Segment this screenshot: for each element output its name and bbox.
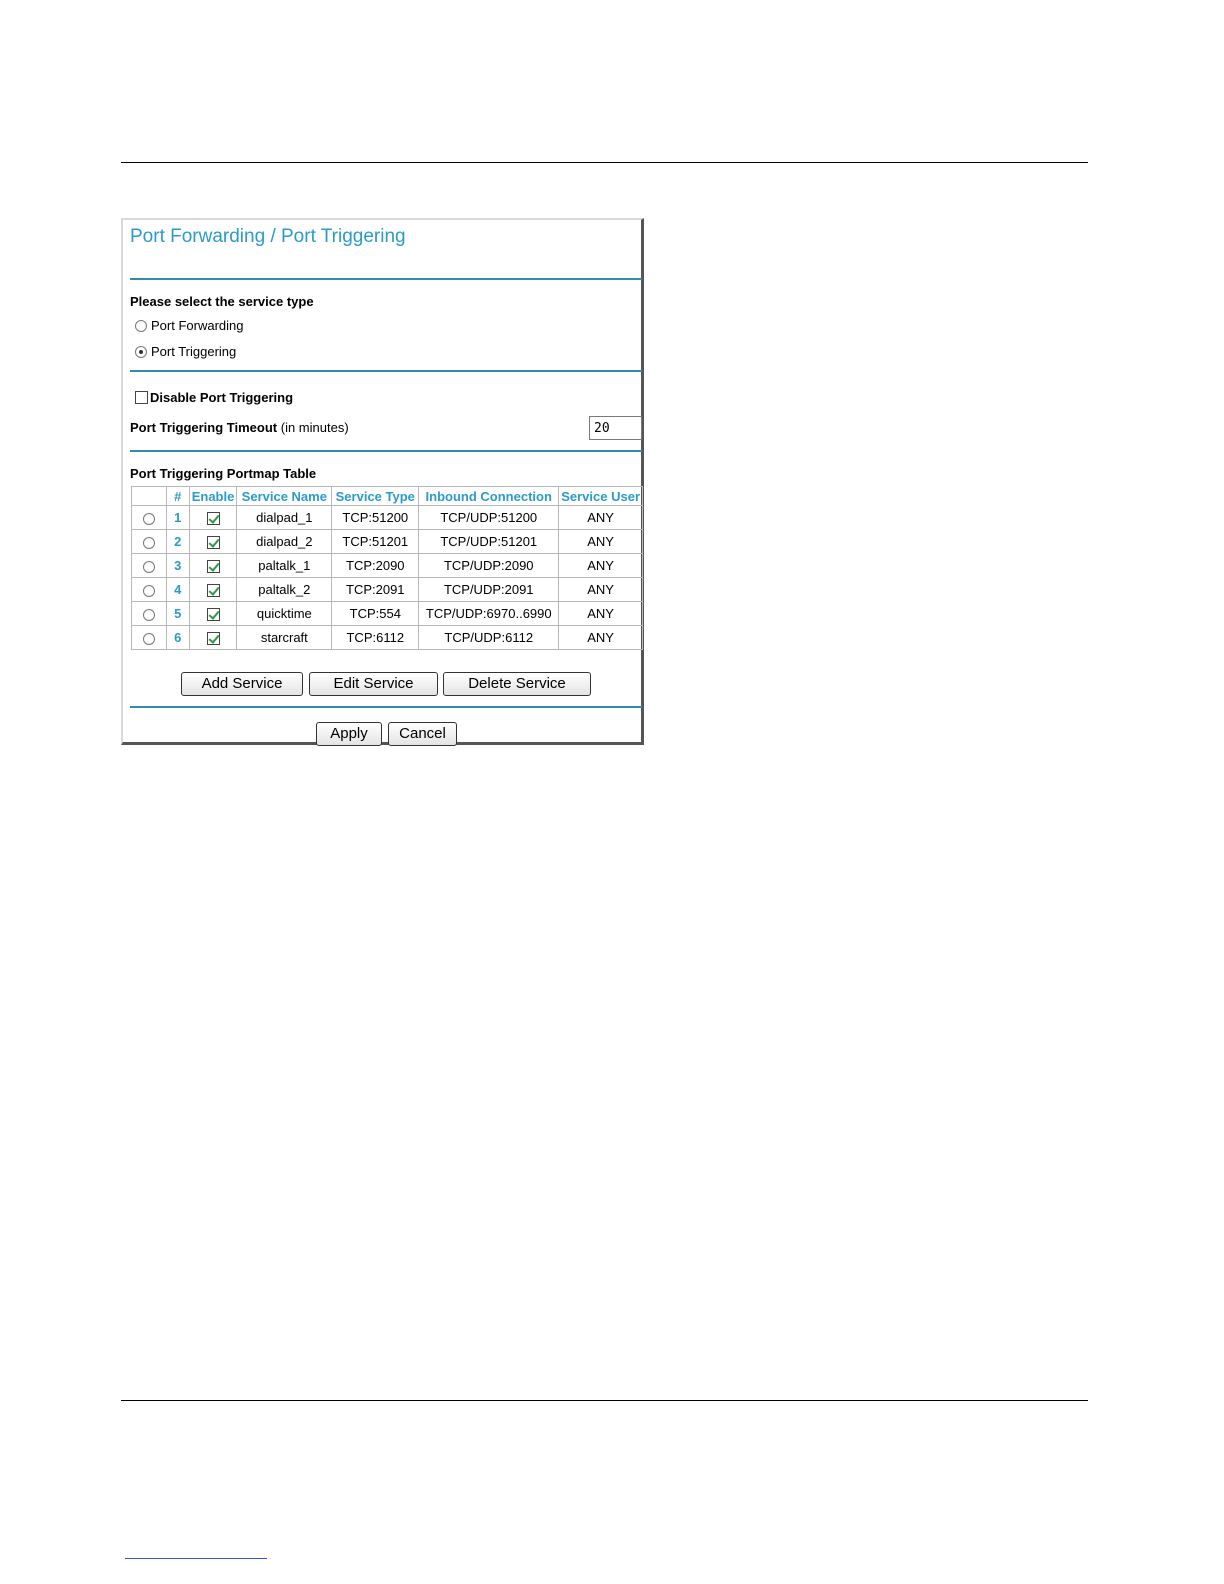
row-service-user: ANY: [559, 578, 643, 602]
table-row: [132, 626, 643, 650]
port-forwarding-panel: [121, 218, 644, 745]
footer-link-underline: [125, 1558, 267, 1559]
row-service-type: TCP:51200: [332, 506, 419, 530]
row-service-type: TCP:6112: [332, 626, 419, 650]
row-number: 4: [166, 578, 189, 602]
row-select-radio[interactable]: [143, 537, 155, 549]
row-select-radio[interactable]: [143, 633, 155, 645]
row-service-type: TCP:554: [332, 602, 419, 626]
service-type-heading: Please select the service type: [130, 294, 314, 309]
row-service-name: paltalk_2: [237, 578, 332, 602]
col-service-name: Service Name: [237, 487, 332, 506]
timeout-label: Port Triggering Timeout: [130, 420, 278, 435]
row-enable-checkbox[interactable]: [207, 584, 220, 597]
row-select-cell: [132, 578, 167, 602]
row-inbound-connection: TCP/UDP:51200: [419, 506, 559, 530]
edit-service-button[interactable]: Edit Service: [309, 672, 438, 696]
cancel-button[interactable]: Cancel: [388, 722, 457, 746]
timeout-input[interactable]: 20: [589, 416, 642, 440]
row-select-cell: [132, 554, 167, 578]
row-select-cell: [132, 506, 167, 530]
apply-button[interactable]: Apply: [316, 722, 382, 746]
col-enable: Enable: [189, 487, 237, 506]
row-inbound-connection: TCP/UDP:6970..6990: [419, 602, 559, 626]
row-service-name: paltalk_1: [237, 554, 332, 578]
row-number: 5: [166, 602, 189, 626]
row-service-user: ANY: [559, 530, 643, 554]
row-enable-checkbox[interactable]: [207, 632, 220, 645]
row-select-radio[interactable]: [143, 609, 155, 621]
radio-button[interactable]: [135, 320, 147, 332]
row-select-radio[interactable]: [143, 561, 155, 573]
radio-label: Port Forwarding: [151, 318, 244, 333]
portmap-heading: Port Triggering Portmap Table: [130, 466, 317, 481]
col-service-type: Service Type: [332, 487, 419, 506]
timeout-label-row: [130, 420, 349, 435]
row-enable-cell: [189, 626, 237, 650]
radio-button[interactable]: [135, 346, 147, 358]
row-service-name: dialpad_1: [237, 506, 332, 530]
row-enable-checkbox[interactable]: [207, 512, 220, 525]
table-row: [132, 530, 643, 554]
section-divider: [130, 370, 642, 372]
section-divider: [130, 706, 642, 708]
row-enable-checkbox[interactable]: [207, 560, 220, 573]
row-service-user: ANY: [559, 602, 643, 626]
section-divider: [130, 450, 642, 452]
row-enable-checkbox[interactable]: [207, 608, 220, 621]
row-service-user: ANY: [559, 626, 643, 650]
row-service-type: TCP:2090: [332, 554, 419, 578]
radio-label: Port Triggering: [151, 344, 237, 359]
row-service-type: TCP:2091: [332, 578, 419, 602]
row-inbound-connection: TCP/UDP:2091: [419, 578, 559, 602]
radio-port-forwarding[interactable]: [135, 318, 243, 333]
header-rule: [121, 162, 1088, 163]
footer-rule: [121, 1400, 1088, 1401]
row-number: 1: [166, 506, 189, 530]
timeout-suffix: (in minutes): [280, 420, 349, 435]
add-service-button[interactable]: Add Service: [181, 672, 303, 696]
table-header-row: [132, 487, 643, 506]
row-enable-cell: [189, 530, 237, 554]
row-service-name: starcraft: [237, 626, 332, 650]
row-inbound-connection: TCP/UDP:51201: [419, 530, 559, 554]
col-select: [132, 487, 167, 506]
row-select-cell: [132, 602, 167, 626]
disable-triggering-checkbox[interactable]: [135, 391, 148, 404]
delete-service-button[interactable]: Delete Service: [443, 672, 591, 696]
table-row: [132, 578, 643, 602]
row-service-name: quicktime: [237, 602, 332, 626]
row-service-type: TCP:51201: [332, 530, 419, 554]
row-select-cell: [132, 530, 167, 554]
disable-triggering-label: Disable Port Triggering: [150, 390, 294, 405]
radio-port-triggering[interactable]: [135, 344, 236, 359]
row-enable-cell: [189, 602, 237, 626]
portmap-table: [131, 486, 643, 650]
table-row: [132, 554, 643, 578]
disable-triggering-row[interactable]: [135, 390, 293, 405]
row-service-user: ANY: [559, 554, 643, 578]
section-divider: [130, 278, 642, 280]
col-service-user: Service User: [559, 487, 643, 506]
row-enable-cell: [189, 578, 237, 602]
row-select-radio[interactable]: [143, 513, 155, 525]
row-inbound-connection: TCP/UDP:6112: [419, 626, 559, 650]
row-enable-cell: [189, 554, 237, 578]
row-service-name: dialpad_2: [237, 530, 332, 554]
row-number: 3: [166, 554, 189, 578]
col-number: #: [166, 487, 189, 506]
col-inbound-connection: Inbound Connection: [419, 487, 559, 506]
row-number: 2: [166, 530, 189, 554]
row-select-radio[interactable]: [143, 585, 155, 597]
row-select-cell: [132, 626, 167, 650]
row-enable-checkbox[interactable]: [207, 536, 220, 549]
row-service-user: ANY: [559, 506, 643, 530]
page-title: Port Forwarding / Port Triggering: [130, 226, 406, 247]
row-inbound-connection: TCP/UDP:2090: [419, 554, 559, 578]
table-row: [132, 602, 643, 626]
row-number: 6: [166, 626, 189, 650]
row-enable-cell: [189, 506, 237, 530]
table-row: [132, 506, 643, 530]
